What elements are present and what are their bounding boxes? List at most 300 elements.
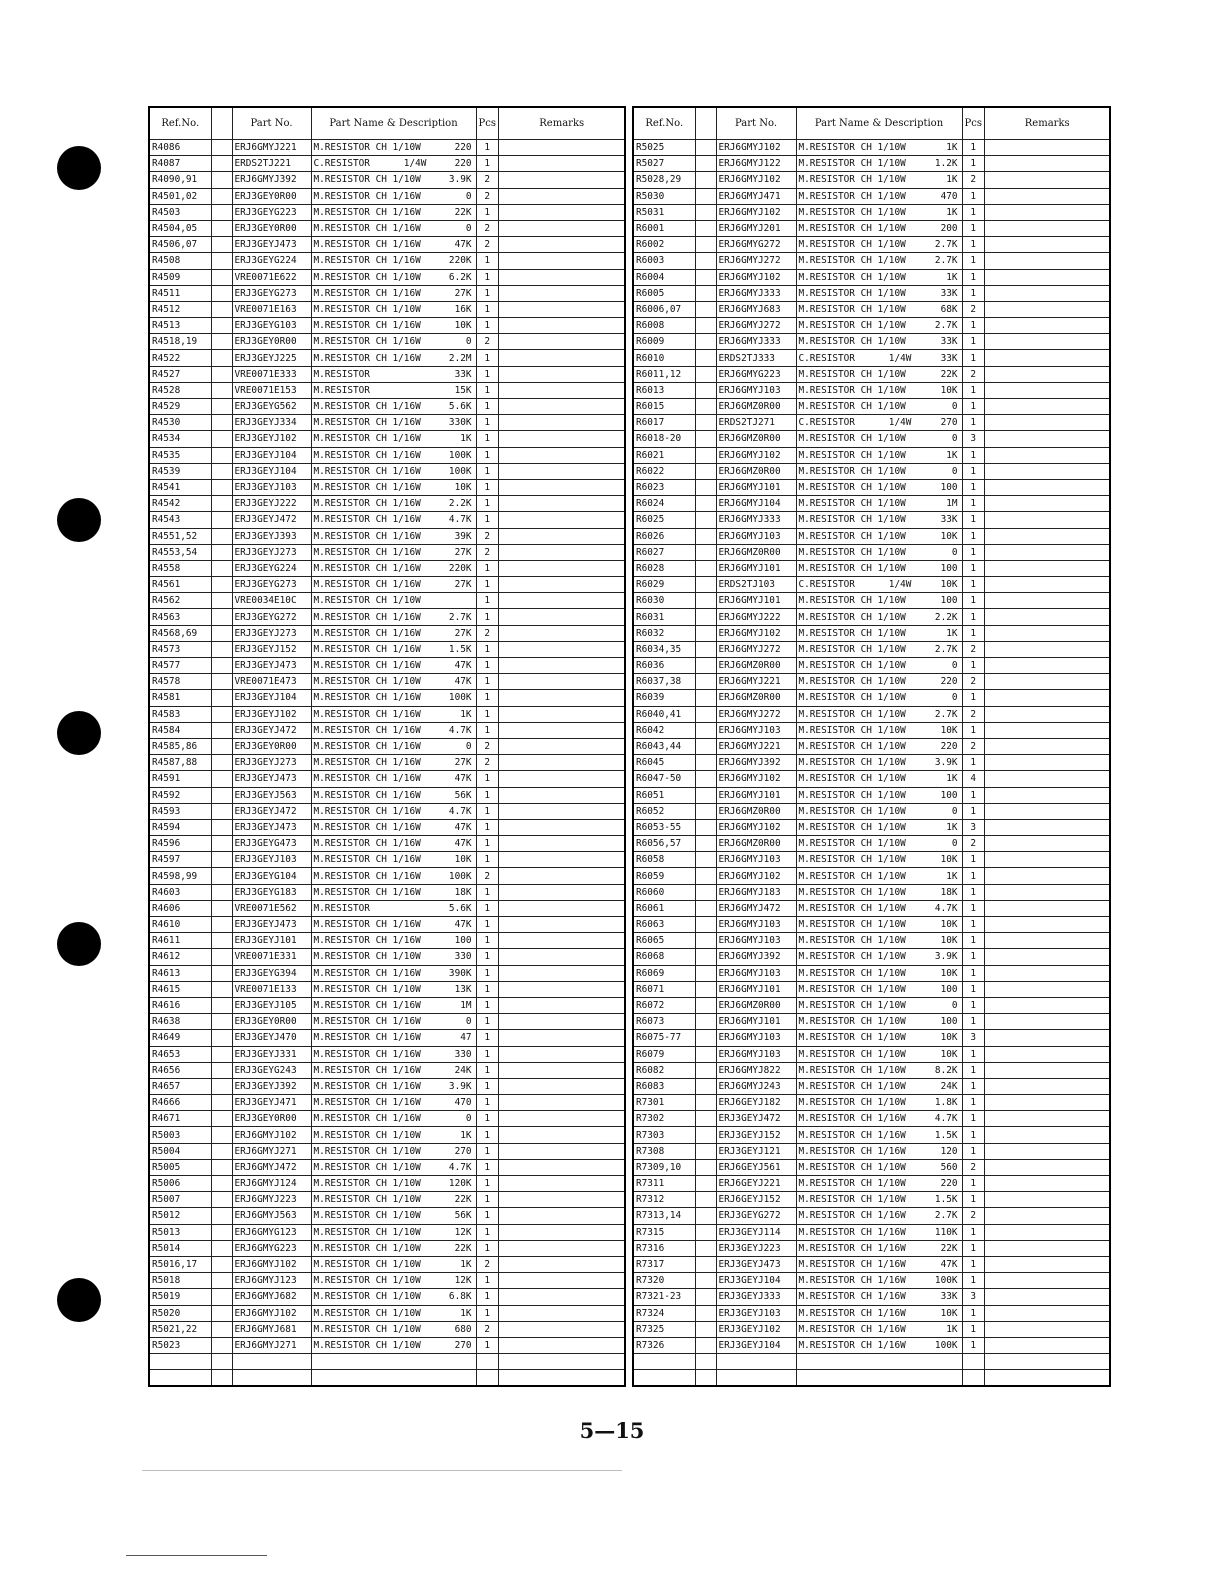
pcs-cell: 1: [962, 269, 984, 285]
spacer-cell: [211, 593, 232, 609]
resistance-value: 5.6K: [448, 401, 472, 413]
description-text: M.RESISTOR CH 1/10W: [798, 983, 906, 995]
spacer-cell: [211, 803, 232, 819]
ref-no-cell: R5030: [633, 188, 695, 204]
remarks-cell: [984, 674, 1110, 690]
resistance-value: 10K: [940, 1307, 958, 1319]
remarks-cell: [498, 981, 625, 997]
remarks-cell: [984, 722, 1110, 738]
part-no-cell: ERJ3GEYJ222: [232, 496, 311, 512]
description-cell: [796, 674, 962, 690]
pcs-cell: 1: [962, 1078, 984, 1094]
description-text: M.RESISTOR CH 1/10W: [798, 967, 906, 979]
part-no-cell: ERJ3GEYG273: [232, 577, 311, 593]
description-text: M.RESISTOR CH 1/10W: [798, 1016, 906, 1028]
description-text: M.RESISTOR CH 1/10W: [798, 741, 906, 753]
ref-no-cell: R4506,07: [149, 237, 211, 253]
table-row: [149, 1256, 625, 1272]
table-row: [633, 399, 1110, 415]
table-row: [633, 1062, 1110, 1078]
spacer-cell: [695, 285, 716, 301]
description-text: M.RESISTOR CH 1/10W: [798, 951, 906, 963]
spacer-cell: [211, 140, 232, 156]
description-text: M.RESISTOR CH 1/10W: [798, 919, 906, 931]
part-no-cell: ERJ3GEYJ470: [232, 1030, 311, 1046]
description-cell: [796, 1030, 962, 1046]
part-no-cell: ERJ3GEY0R00: [232, 220, 311, 236]
ref-no-cell: R7308: [633, 1143, 695, 1159]
remarks-cell: [984, 690, 1110, 706]
part-no-cell: ERJ6GMZ0R00: [716, 431, 796, 447]
empty-table-row: [149, 1370, 625, 1387]
spacer-cell: [695, 609, 716, 625]
ref-no-cell: R4086: [149, 140, 211, 156]
remarks-cell: [498, 1192, 625, 1208]
remarks-cell: [984, 1014, 1110, 1030]
part-no-cell: ERJ6GMYJ101: [716, 981, 796, 997]
ref-no-cell: R4568,69: [149, 625, 211, 641]
spacer-cell: [695, 1337, 716, 1353]
resistance-value: 2.7K: [448, 611, 472, 623]
spacer-cell: [211, 787, 232, 803]
pcs-cell: 1: [962, 463, 984, 479]
pcs-cell: 1: [476, 479, 498, 495]
remarks-cell: [498, 1143, 625, 1159]
part-no-cell: ERJ6GMYJ102: [232, 1305, 311, 1321]
spacer-cell: [695, 269, 716, 285]
description-cell: [311, 560, 476, 576]
pcs-cell: 1: [962, 1337, 984, 1353]
resistance-value: 2.7K: [934, 255, 958, 267]
pcs-cell: 1: [476, 496, 498, 512]
ref-no-cell: R6034,35: [633, 641, 695, 657]
table-row: [149, 447, 625, 463]
spacer-cell: [695, 140, 716, 156]
ref-no-cell: R6018-20: [633, 431, 695, 447]
table-row: [149, 512, 625, 528]
remarks-cell: [984, 1192, 1110, 1208]
part-no-cell: ERJ3GEY0R00: [232, 1014, 311, 1030]
description-text: M.RESISTOR CH 1/10W: [798, 886, 906, 898]
remarks-cell: [984, 1273, 1110, 1289]
description-text: M.RESISTOR CH 1/10W: [798, 255, 906, 267]
remarks-cell: [984, 140, 1110, 156]
description-text: M.RESISTOR CH 1/10W: [798, 935, 906, 947]
part-no-cell: ERJ3GEYG473: [232, 836, 311, 852]
description-cell: [796, 641, 962, 657]
part-no-cell: ERJ6GMYJ102: [232, 1256, 311, 1272]
description-text: M.RESISTOR CH 1/16W: [798, 1226, 906, 1238]
ref-no-cell: R4513: [149, 318, 211, 334]
description-text: M.RESISTOR CH 1/10W: [798, 643, 906, 655]
ref-no-cell: R6028: [633, 560, 695, 576]
table-row: [149, 318, 625, 334]
description-cell: [311, 884, 476, 900]
description-text: M.RESISTOR CH 1/16W: [313, 741, 421, 753]
remarks-cell: [984, 334, 1110, 350]
parts-list-table-right: [632, 106, 1111, 1387]
spacer-cell: [211, 1176, 232, 1192]
description-cell: [796, 1305, 962, 1321]
ref-no-cell: R4638: [149, 1014, 211, 1030]
description-text: M.RESISTOR CH 1/10W: [313, 1242, 421, 1254]
pcs-cell: 1: [962, 787, 984, 803]
part-no-cell: ERJ6GMYJ103: [716, 722, 796, 738]
pcs-cell: 1: [962, 917, 984, 933]
remarks-cell: [498, 382, 625, 398]
description-text: M.RESISTOR CH 1/10W: [798, 692, 906, 704]
part-no-cell: [232, 1370, 311, 1387]
pcs-cell: 1: [962, 755, 984, 771]
description-text: M.RESISTOR CH 1/10W: [798, 530, 906, 542]
table-row: [149, 253, 625, 269]
spacer-cell: [695, 771, 716, 787]
ref-no-cell: R4581: [149, 690, 211, 706]
description-cell: [796, 220, 962, 236]
part-no-cell: ERJ6GMZ0R00: [716, 658, 796, 674]
remarks-cell: [498, 463, 625, 479]
spacer-cell: [695, 479, 716, 495]
pcs-cell: 1: [476, 933, 498, 949]
resistance-value: 47K: [454, 676, 472, 688]
remarks-cell: [498, 738, 625, 754]
ref-no-cell: R7316: [633, 1240, 695, 1256]
table-row: [149, 237, 625, 253]
description-cell: [311, 463, 476, 479]
remarks-cell: [984, 577, 1110, 593]
description-cell: [311, 1354, 476, 1370]
spacer-cell: [695, 706, 716, 722]
part-no-cell: VRE0071E163: [232, 301, 311, 317]
part-no-cell: ERJ6GMYJ471: [716, 188, 796, 204]
description-text: M.RESISTOR CH 1/16W: [313, 935, 421, 947]
resistance-value: 10K: [940, 854, 958, 866]
ref-no-cell: R6024: [633, 496, 695, 512]
pcs-cell: 3: [962, 1030, 984, 1046]
remarks-cell: [984, 399, 1110, 415]
resistance-value: 220: [940, 741, 958, 753]
pcs-cell: 1: [962, 900, 984, 916]
description-cell: [796, 852, 962, 868]
header-spacer: [695, 107, 716, 140]
spacer-cell: [695, 933, 716, 949]
header-remarks: Remarks: [984, 107, 1110, 140]
spacer-cell: [211, 479, 232, 495]
description-cell: [311, 722, 476, 738]
spacer-cell: [211, 334, 232, 350]
spacer-cell: [695, 755, 716, 771]
ref-no-cell: R4666: [149, 1095, 211, 1111]
table-row: [149, 1321, 625, 1337]
ref-no-cell: R4530: [149, 415, 211, 431]
description-cell: [311, 1143, 476, 1159]
table-row: [149, 1289, 625, 1305]
pcs-cell: 1: [962, 1062, 984, 1078]
table-row: [149, 1095, 625, 1111]
spacer-cell: [695, 431, 716, 447]
description-text: M.RESISTOR CH 1/10W: [798, 206, 906, 218]
spacer-cell: [695, 1305, 716, 1321]
ref-no-cell: R7312: [633, 1192, 695, 1208]
pcs-cell: 1: [962, 1305, 984, 1321]
spacer-cell: [211, 1370, 232, 1387]
description-text: M.RESISTOR CH 1/10W: [798, 676, 906, 688]
spacer-cell: [211, 609, 232, 625]
header-ref-no: Ref.No.: [633, 107, 695, 140]
remarks-cell: [984, 625, 1110, 641]
ref-no-cell: R6027: [633, 544, 695, 560]
description-text: M.RESISTOR CH 1/16W: [313, 919, 421, 931]
pcs-cell: 1: [476, 1289, 498, 1305]
remarks-cell: [984, 706, 1110, 722]
description-cell: [311, 156, 476, 172]
description-text: M.RESISTOR CH 1/10W: [798, 1161, 906, 1173]
pcs-cell: 1: [962, 350, 984, 366]
description-cell: [311, 1370, 476, 1387]
part-no-cell: ERJ6GMYJ102: [232, 1127, 311, 1143]
remarks-cell: [498, 366, 625, 382]
remarks-cell: [984, 1240, 1110, 1256]
spacer-cell: [695, 1321, 716, 1337]
ref-no-cell: R6072: [633, 997, 695, 1013]
description-text: M.RESISTOR CH 1/10W: [798, 821, 906, 833]
description-text: M.RESISTOR CH 1/16W: [313, 287, 421, 299]
spacer-cell: [695, 399, 716, 415]
ref-no-cell: R4528: [149, 382, 211, 398]
description-cell: [796, 1354, 962, 1370]
part-no-cell: ERJ6GMYJ124: [232, 1176, 311, 1192]
ref-no-cell: R4612: [149, 949, 211, 965]
description-text: M.RESISTOR CH 1/16W: [313, 336, 421, 348]
description-text: M.RESISTOR CH 1/16W: [313, 401, 421, 413]
table-row: [149, 1030, 625, 1046]
description-text: M.RESISTOR CH 1/10W: [798, 627, 906, 639]
description-cell: [796, 738, 962, 754]
spacer-cell: [211, 512, 232, 528]
resistance-value: 22K: [454, 1194, 472, 1206]
description-cell: [311, 981, 476, 997]
remarks-cell: [498, 949, 625, 965]
spacer-cell: [211, 658, 232, 674]
pcs-cell: 1: [476, 431, 498, 447]
part-no-cell: ERJ6GMYJ102: [716, 269, 796, 285]
table-row: [149, 674, 625, 690]
description-text: M.RESISTOR CH 1/10W: [313, 1194, 421, 1206]
part-no-cell: ERJ3GEYJ273: [232, 625, 311, 641]
binder-hole: [57, 1278, 101, 1322]
empty-table-row: [633, 1354, 1110, 1370]
spacer-cell: [211, 1127, 232, 1143]
description-text: M.RESISTOR CH 1/10W: [798, 368, 906, 380]
description-cell: [311, 172, 476, 188]
resistance-value: 2.7K: [934, 320, 958, 332]
ref-no-cell: R6082: [633, 1062, 695, 1078]
remarks-cell: [498, 301, 625, 317]
table-row: [149, 852, 625, 868]
ref-no-cell: [633, 1370, 695, 1387]
table-row: [633, 1176, 1110, 1192]
part-no-cell: ERJ6GMYG123: [232, 1224, 311, 1240]
description-cell: [311, 496, 476, 512]
description-text: M.RESISTOR CH 1/10W: [313, 1275, 421, 1287]
table-row: [633, 496, 1110, 512]
table-row: [149, 1143, 625, 1159]
pcs-cell: 1: [962, 868, 984, 884]
resistance-value: 10K: [940, 1048, 958, 1060]
pcs-cell: [962, 1370, 984, 1387]
table-row: [149, 658, 625, 674]
spacer-cell: [211, 949, 232, 965]
part-no-cell: ERJ3GEYJ563: [232, 787, 311, 803]
pcs-cell: 1: [476, 981, 498, 997]
remarks-cell: [498, 609, 625, 625]
remarks-cell: [498, 1127, 625, 1143]
ref-no-cell: R6021: [633, 447, 695, 463]
pcs-cell: 1: [476, 1111, 498, 1127]
description-text: M.RESISTOR CH 1/16W: [313, 611, 421, 623]
resistance-value: 1M: [946, 498, 958, 510]
part-no-cell: ERJ6GMYJ101: [716, 593, 796, 609]
remarks-cell: [984, 544, 1110, 560]
remarks-cell: [984, 1289, 1110, 1305]
spacer-cell: [211, 819, 232, 835]
ref-no-cell: R6013: [633, 382, 695, 398]
table-row: [149, 1159, 625, 1175]
part-no-cell: ERJ3GEYG272: [716, 1208, 796, 1224]
remarks-cell: [984, 658, 1110, 674]
pcs-cell: 1: [476, 156, 498, 172]
part-no-cell: ERJ3GEYJ223: [716, 1240, 796, 1256]
remarks-cell: [498, 496, 625, 512]
ref-no-cell: R5016,17: [149, 1256, 211, 1272]
table-row: [149, 917, 625, 933]
description-text: M.RESISTOR CH 1/16W: [313, 562, 421, 574]
remarks-cell: [984, 949, 1110, 965]
ref-no-cell: R5018: [149, 1273, 211, 1289]
description-text: M.RESISTOR CH 1/16W: [313, 498, 421, 510]
ref-no-cell: R4593: [149, 803, 211, 819]
remarks-cell: [498, 1159, 625, 1175]
empty-table-row: [633, 1370, 1110, 1387]
table-row: [149, 1337, 625, 1353]
remarks-cell: [498, 1224, 625, 1240]
ref-no-cell: R6031: [633, 609, 695, 625]
table-row: [149, 949, 625, 965]
part-no-cell: ERJ3GEYJ472: [232, 722, 311, 738]
ref-no-cell: R6083: [633, 1078, 695, 1094]
ref-no-cell: R6060: [633, 884, 695, 900]
resistance-value: 100K: [448, 449, 472, 461]
ref-no-cell: R6009: [633, 334, 695, 350]
part-no-cell: ERJ3GEYJ273: [232, 544, 311, 560]
spacer-cell: [695, 593, 716, 609]
pcs-cell: 1: [476, 674, 498, 690]
resistance-value: 27K: [454, 287, 472, 299]
spacer-cell: [211, 301, 232, 317]
part-no-cell: ERJ6GMYJ102: [716, 625, 796, 641]
ref-no-cell: R7302: [633, 1111, 695, 1127]
spacer-cell: [695, 172, 716, 188]
remarks-cell: [498, 220, 625, 236]
spacer-cell: [695, 463, 716, 479]
spacer-cell: [695, 852, 716, 868]
pcs-cell: 1: [962, 609, 984, 625]
resistance-value: 1K: [946, 1323, 958, 1335]
table-row: [149, 1014, 625, 1030]
pcs-cell: 1: [476, 787, 498, 803]
remarks-cell: [984, 560, 1110, 576]
spacer-cell: [695, 803, 716, 819]
pcs-cell: 1: [962, 415, 984, 431]
part-no-cell: ERJ3GEYJ105: [232, 997, 311, 1013]
description-text: M.RESISTOR CH 1/10W: [798, 271, 906, 283]
resistance-value: 2.7K: [934, 239, 958, 251]
table-row: [149, 285, 625, 301]
spacer-cell: [211, 1305, 232, 1321]
table-row: [149, 188, 625, 204]
part-no-cell: ERJ6GMYJ221: [716, 674, 796, 690]
part-no-cell: ERJ6GMYJ683: [716, 301, 796, 317]
remarks-cell: [984, 1111, 1110, 1127]
table-row: [633, 755, 1110, 771]
table-row: [633, 544, 1110, 560]
ref-no-cell: R6059: [633, 868, 695, 884]
pcs-cell: [476, 1354, 498, 1370]
part-no-cell: ERJ3GEYJ473: [232, 771, 311, 787]
description-cell: [796, 819, 962, 835]
pcs-cell: 2: [476, 1256, 498, 1272]
table-row: [149, 220, 625, 236]
pcs-cell: 2: [476, 220, 498, 236]
remarks-cell: [984, 933, 1110, 949]
table-row: [149, 1078, 625, 1094]
resistance-value: 5.6K: [448, 902, 472, 914]
part-no-cell: ERJ3GEYJ472: [232, 512, 311, 528]
description-cell: [796, 593, 962, 609]
table-row: [633, 868, 1110, 884]
pcs-cell: 1: [476, 706, 498, 722]
resistance-value: 3.9K: [448, 174, 472, 186]
part-no-cell: ERJ6GMYJ103: [716, 852, 796, 868]
header-ref-no: Ref.No.: [149, 107, 211, 140]
description-text: M.RESISTOR: [313, 384, 370, 396]
spacer-cell: [211, 156, 232, 172]
ref-no-cell: R6017: [633, 415, 695, 431]
ref-no-cell: R4512: [149, 301, 211, 317]
part-no-cell: ERJ3GEYJ102: [232, 706, 311, 722]
pcs-cell: 1: [476, 1143, 498, 1159]
table-row: [633, 1224, 1110, 1240]
spacer-cell: [211, 884, 232, 900]
resistance-value: 0: [951, 692, 958, 704]
description-text: M.RESISTOR CH 1/10W: [798, 562, 906, 574]
description-text: M.RESISTOR CH 1/10W: [798, 773, 906, 785]
resistance-value: 33K: [940, 514, 958, 526]
description-text: M.RESISTOR CH 1/16W: [313, 1097, 421, 1109]
remarks-cell: [984, 512, 1110, 528]
remarks-cell: [498, 755, 625, 771]
part-no-cell: ERJ6GMYJ243: [716, 1078, 796, 1094]
table-row: [633, 463, 1110, 479]
description-cell: [311, 544, 476, 560]
description-cell: [311, 399, 476, 415]
description-text: M.RESISTOR CH 1/10W: [313, 1145, 421, 1157]
remarks-cell: [984, 463, 1110, 479]
table-row: [149, 787, 625, 803]
ref-no-cell: R4573: [149, 641, 211, 657]
resistance-value: 1K: [946, 271, 958, 283]
pcs-cell: 1: [476, 1046, 498, 1062]
